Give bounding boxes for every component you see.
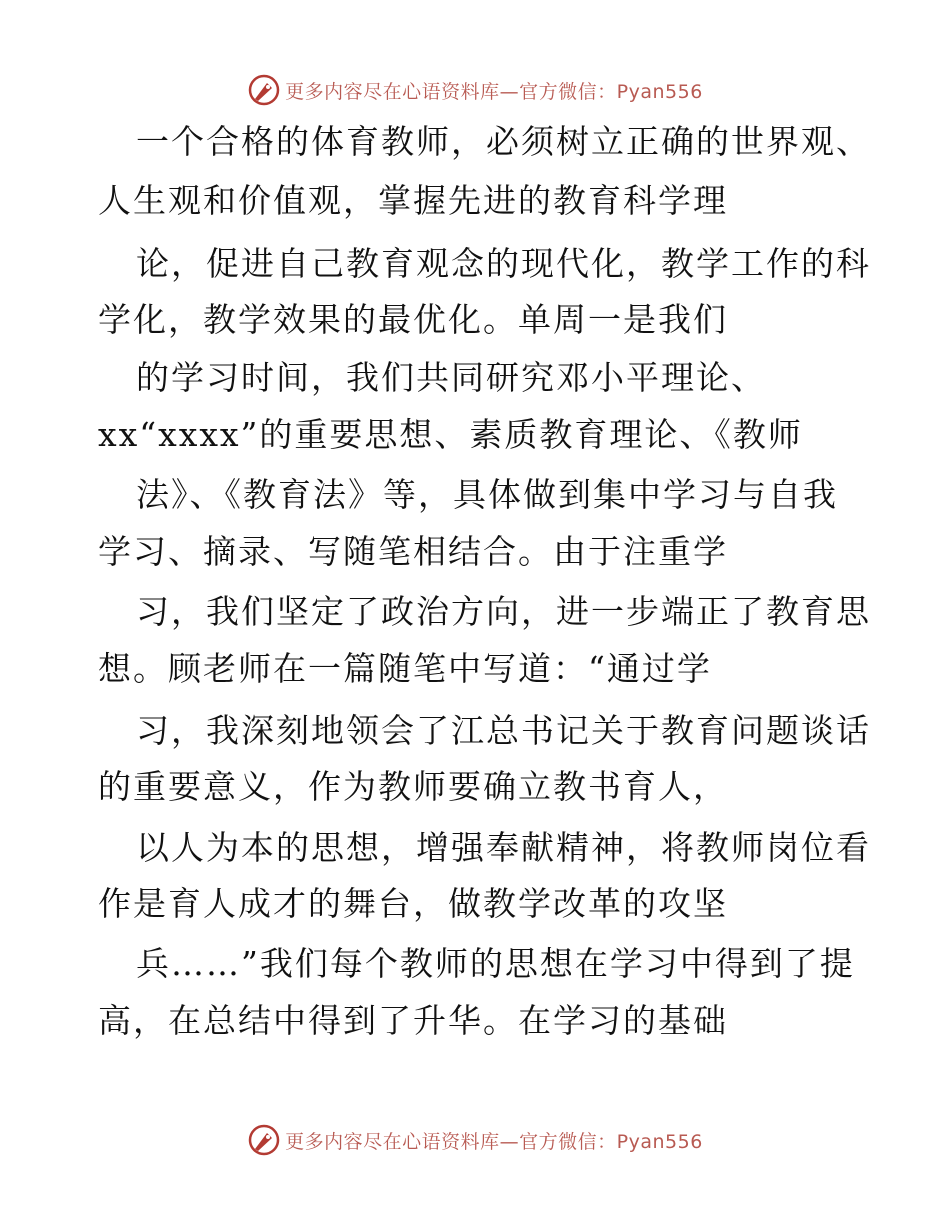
pen-nib-icon <box>247 1123 281 1157</box>
text-line: 的重要意义，作为教师要确立教书育人， <box>98 767 728 806</box>
text-line: 人生观和价值观，掌握先进的教育科学理 <box>98 181 728 220</box>
footer-text: 更多内容尽在心语资料库—官方微信：Pyan556 <box>285 1130 703 1153</box>
text-line: 习，我们坚定了政治方向，进一步端正了教育思 <box>136 592 871 631</box>
text-line: 的学习时间，我们共同研究邓小平理论、 <box>136 358 766 397</box>
header-banner <box>0 70 950 110</box>
text-line: 作是育人成才的舞台，做教学改革的攻坚 <box>98 884 728 923</box>
text-line: 一个合格的体育教师，必须树立正确的世界观、 <box>136 122 871 161</box>
text-line: 想。顾老师在一篇随笔中写道：“通过学 <box>98 649 712 688</box>
text-line: 学化，教学效果的最优化。单周一是我们 <box>98 300 728 339</box>
text-line: 高，在总结中得到了升华。在学习的基础 <box>98 1001 728 1040</box>
header-text: 更多内容尽在心语资料库—官方微信：Pyan556 <box>285 80 703 103</box>
text-line: 法》、《教育法》等，具体做到集中学习与自我 <box>136 475 838 514</box>
text-line: 以人为本的思想，增强奉献精神，将教师岗位看 <box>136 828 871 867</box>
text-line: 论，促进自己教育观念的现代化，教学工作的科 <box>136 244 871 283</box>
text-line: xx“xxxx”的重要思想、素质教育理论、《教师 <box>98 415 803 454</box>
pen-nib-icon <box>247 73 281 107</box>
text-line: 学习、摘录、写随笔相结合。由于注重学 <box>98 532 728 571</box>
text-line: 兵……”我们每个教师的思想在学习中得到了提 <box>136 944 855 983</box>
text-line: 习，我深刻地领会了江总书记关于教育问题谈话 <box>136 711 871 750</box>
footer-banner <box>0 1120 950 1160</box>
